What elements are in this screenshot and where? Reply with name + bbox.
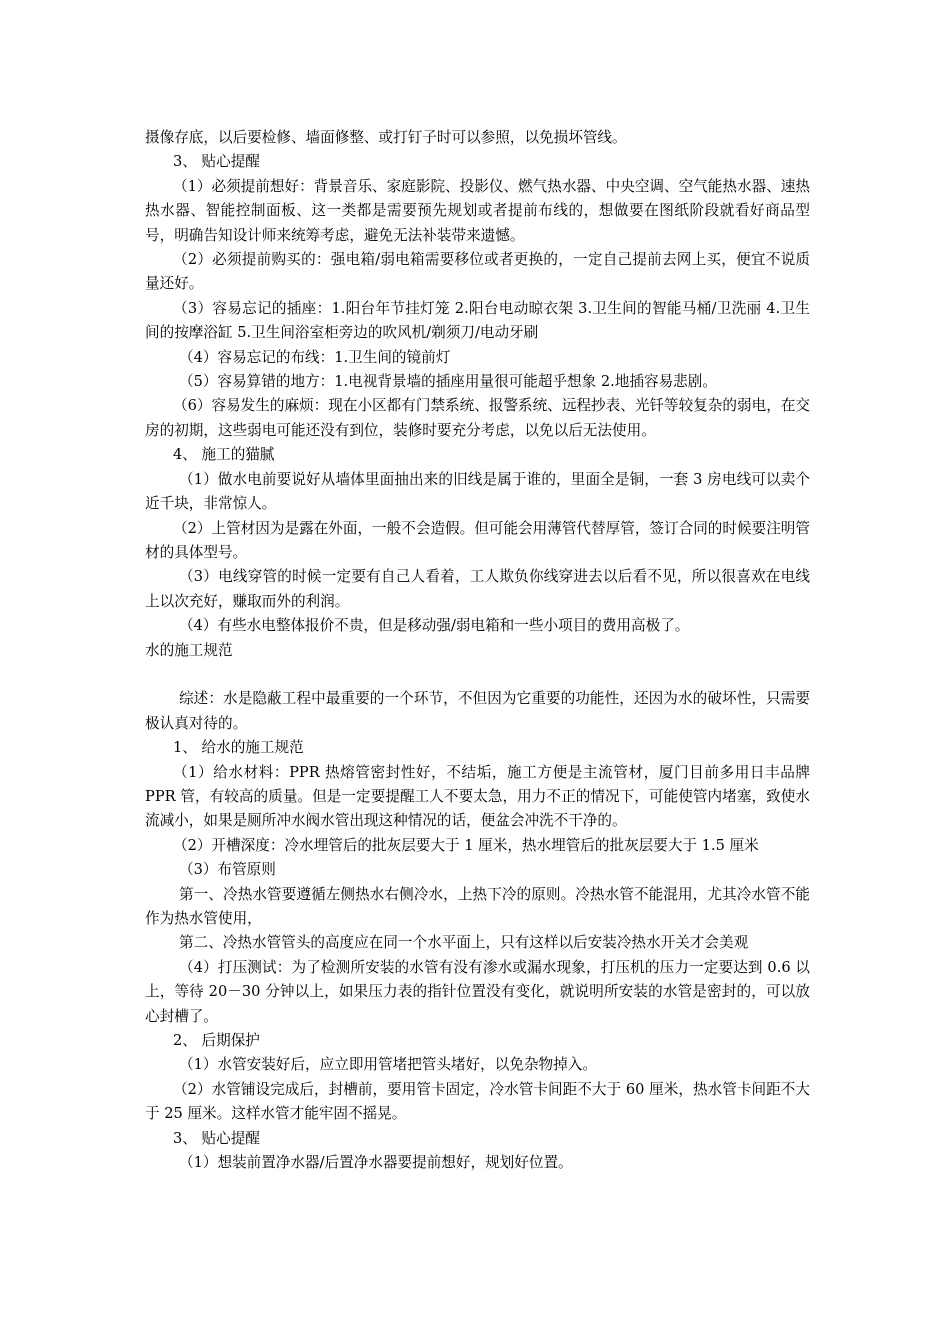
paragraph: （1）想装前置净水器/后置净水器要提前想好，规划好位置。	[179, 1154, 573, 1172]
paragraph: （4）容易忘记的布线：1.卫生间的镜前灯	[179, 348, 451, 366]
paragraph: （4）有些水电整体报价不贵，但是移动强/弱电箱和一些小项目的费用高极了。	[179, 617, 690, 635]
paragraph: 第二、冷热水管管头的高度应在同一个水平面上，只有这样以后安装冷热水开关才会美观	[179, 934, 749, 952]
blank-line	[145, 663, 810, 687]
document-body	[145, 126, 810, 1175]
paragraph: （6）容易发生的麻烦：现在小区都有门禁系统、报警系统、远程抄表、光钎等较复杂的弱电，在交房的初期，这些弱电可能还没有到位，装修时要充分考虑，以免以后无法使用。	[145, 397, 810, 439]
paragraph: （3）布管原则	[179, 861, 276, 879]
section-heading: 1、 给水的施工规范	[173, 739, 304, 757]
paragraph: （2）必须提前购买的：强电箱/弱电箱需要移位或者更换的，一定自己提前去网上买，便宜不说质量还好。	[145, 251, 810, 293]
section-heading: 3、 贴心提醒	[173, 153, 260, 171]
paragraph: （3）电线穿管的时候一定要有自己人看着，工人欺负你线穿进去以后看不见，所以很喜欢在电线上以次充好，赚取而外的利润。	[145, 568, 810, 610]
section-heading: 2、 后期保护	[173, 1032, 260, 1050]
chapter-title: 水的施工规范	[145, 641, 233, 659]
paragraph: （1）水管安装好后，应立即用管堵把管头堵好，以免杂物掉入。	[179, 1056, 597, 1074]
paragraph: 摄像存底，以后要检修、墙面修整、或打钉子时可以参照，以免损坏管线。	[145, 129, 627, 146]
paragraph: （2）水管铺设完成后，封槽前，要用管卡固定，冷水管卡间距不大于 60 厘米，热水管卡间距不大于 25 厘米。这样水管才能牢固不摇晃。	[145, 1080, 810, 1123]
paragraph: （2）开槽深度：冷水埋管后的批灰层要大于 1 厘米，热水埋管后的批灰层要大于 1.5 厘米	[173, 836, 759, 854]
paragraph: （2）上管材因为是露在外面，一般不会造假。但可能会用薄管代替厚管，签订合同的时候要注明管材的具体型号。	[145, 519, 810, 561]
paragraph: （1）必须提前想好：背景音乐、家庭影院、投影仪、燃气热水器、中央空调、空气能热水器、速热热水器、智能控制面板、这一类都是需要预先规划或者提前布线的，想做要在图纸阶段就看好商品型号，明确告知设计师来统筹考虑，避免无法补装带来遗憾。	[145, 177, 810, 244]
paragraph: （1）给水材料：PPR 热熔管密封性好，不结垢，施工方便是主流管材，厦门目前多用日丰品牌 PPR 管，有较高的质量。但是一定要提醒工人不要太急，用力不正的情况下，可能使管内堵塞，致使水流减小，如果是厕所冲水阀水管出现这种情况的话，便盆会冲洗不干净的。	[145, 763, 810, 830]
section-heading: 3、 贴心提醒	[173, 1129, 260, 1147]
paragraph: 综述：水是隐蔽工程中最重要的一个环节，不但因为它重要的功能性，还因为水的破坏性，只需要极认真对待的。	[145, 690, 810, 732]
section-heading: 4、 施工的猫腻	[173, 446, 275, 464]
paragraph: （1）做水电前要说好从墙体里面抽出来的旧线是属于谁的，里面全是铜，一套 3 房电线可以卖个近千块，非常惊人。	[145, 470, 810, 513]
paragraph: （5）容易算错的地方：1.电视背景墙的插座用量很可能超乎想象 2.地插容易悲剧。	[179, 373, 717, 391]
paragraph: 第一、冷热水管要遵循左侧热水右侧冷水，上热下冷的原则。冷热水管不能混用，尤其冷水管不能作为热水管使用，	[145, 885, 810, 927]
paragraph: （4）打压测试：为了检测所安装的水管有没有渗水或漏水现象，打压机的压力一定要达到 0.6 以上，等待 20－30 分钟以上，如果压力表的指针位置没有变化，就说明所安装的水管是密封的，可以放心封槽了。	[145, 958, 810, 1025]
paragraph: （3）容易忘记的插座：1.阳台年节挂灯笼 2.阳台电动晾衣架 3.卫生间的智能马桶/卫洗丽 4.卫生间的按摩浴缸 5.卫生间浴室柜旁边的吹风机/剃须刀/电动牙刷	[145, 299, 810, 342]
